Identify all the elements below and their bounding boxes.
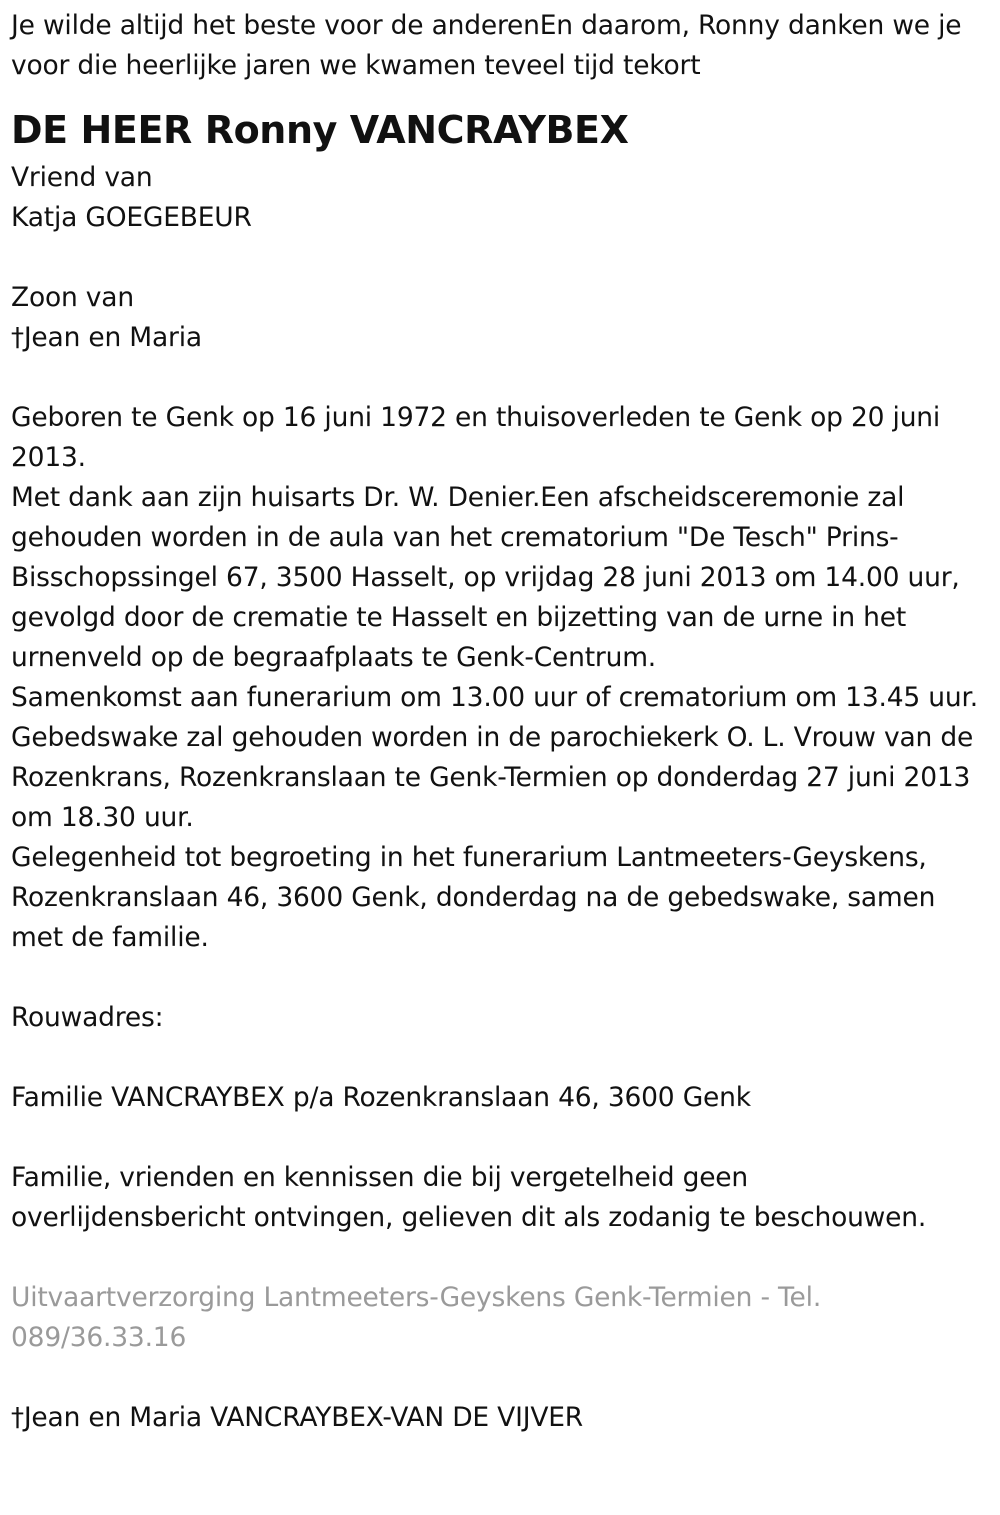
undertaker-info: Uitvaartverzorging Lantmeeters-Geyskens Genk-Termien - Tel. 089/36.33.16 bbox=[11, 1282, 822, 1353]
parents-names: Jean en Maria bbox=[23, 322, 202, 353]
spacer bbox=[11, 958, 990, 998]
cross-icon: † bbox=[11, 1403, 24, 1433]
spacer bbox=[11, 238, 990, 278]
cross-icon: † bbox=[11, 323, 24, 353]
friend-label: Vriend van bbox=[11, 162, 153, 193]
friend-name: Katja GOEGEBEUR bbox=[11, 202, 252, 233]
son-label: Zoon van bbox=[11, 282, 134, 313]
mourning-address: Familie VANCRAYBEX p/a Rozenkranslaan 46, 3600 Genk bbox=[11, 1082, 751, 1113]
birth-death-paragraph: Geboren te Genk op 16 juni 1972 en thuisoverleden te Genk op 20 juni 2013. bbox=[11, 402, 941, 473]
spacer bbox=[11, 358, 990, 398]
ceremony-paragraph: Met dank aan zijn huisarts Dr. W. Denier.Een afscheidsceremonie zal gehouden worden in de aula van het crematorium "De Tesch" Prins-Bisschopssingel 67, 3500 Hasselt, op vrijdag 28 juni 2013 om 14.00 uur, gevolgd door de crematie te Hasselt en bijzetting van de urne in het urnenveld op de begraafplaats te Genk-Centrum. bbox=[11, 482, 960, 673]
spacer bbox=[11, 1118, 990, 1158]
page-title: DE HEER Ronny VANCRAYBEX bbox=[11, 108, 629, 152]
vigil-paragraph: Gebedswake zal gehouden worden in de parochiekerk O. L. Vrouw van de Rozenkrans, Rozenkranslaan te Genk-Termien op donderdag 27 juni 2013 om 18.30 uur. bbox=[11, 722, 974, 833]
parents-full-line bbox=[11, 1398, 990, 1438]
address-label: Rouwadres: bbox=[11, 1002, 164, 1033]
obituary-page bbox=[0, 6, 1000, 1438]
gathering-paragraph: Samenkomst aan funerarium om 13.00 uur of crematorium om 13.45 uur. bbox=[11, 682, 978, 713]
spacer bbox=[11, 1038, 990, 1078]
parents-line bbox=[11, 318, 990, 358]
spacer bbox=[11, 1238, 990, 1278]
intro-verse: Je wilde altijd het beste voor de anderenEn daarom, Ronny danken we je voor die heerlijke jaren we kwamen teveel tijd tekort bbox=[11, 10, 962, 81]
parents-full-names: Jean en Maria VANCRAYBEX-VAN DE VIJVER bbox=[23, 1402, 584, 1433]
spacer bbox=[11, 1358, 990, 1398]
notice-paragraph: Familie, vrienden en kennissen die bij vergetelheid geen overlijdensbericht ontvingen, gelieven dit als zodanig te beschouwen. bbox=[11, 1162, 927, 1233]
greeting-paragraph: Gelegenheid tot begroeting in het funerarium Lantmeeters-Geyskens, Rozenkranslaan 46, 3600 Genk, donderdag na de gebedswake, samen met de familie. bbox=[11, 842, 936, 953]
